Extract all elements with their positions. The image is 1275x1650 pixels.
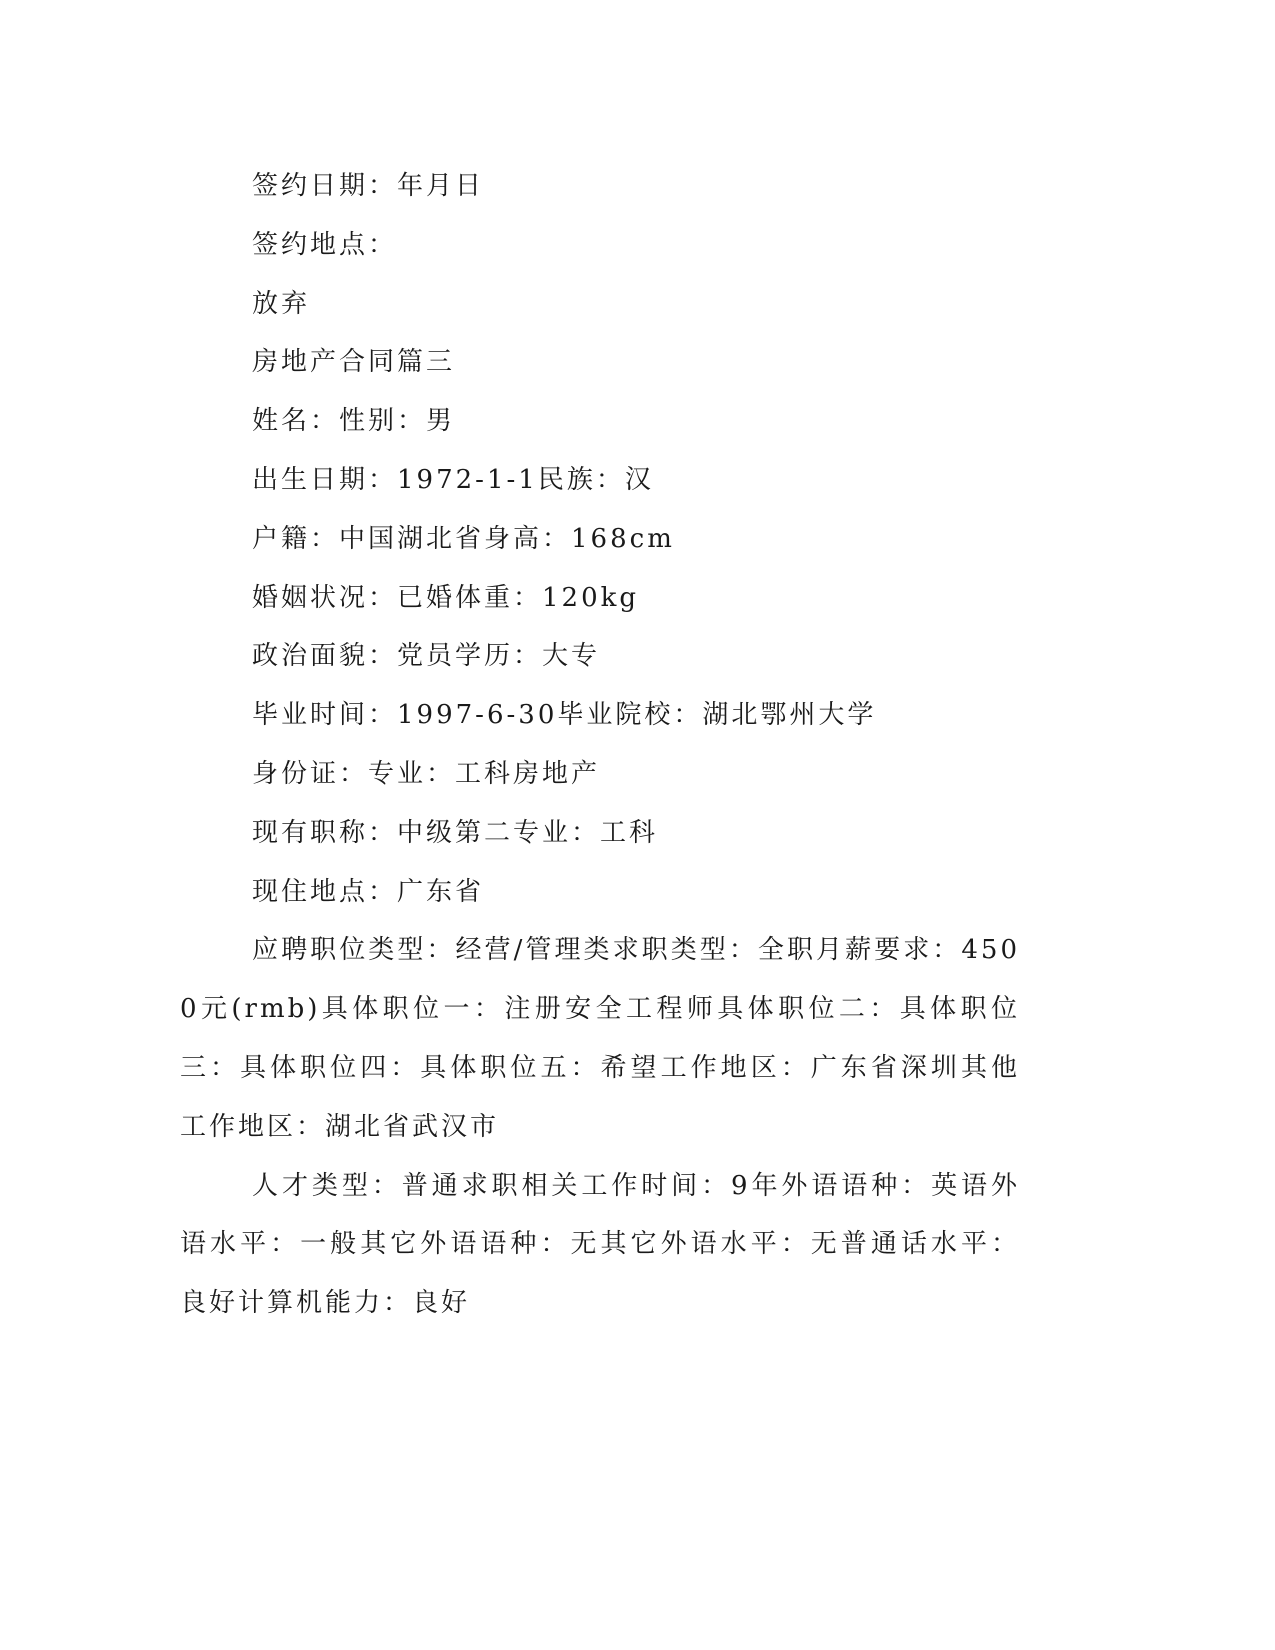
section-title: 房地产合同篇三: [252, 347, 456, 378]
political-education-line: 政治面貌：党员学历：大专: [252, 641, 601, 672]
waiver-line: 放弃: [252, 288, 311, 319]
hometown-height-line: 户籍：中国湖北省身高：168cm: [252, 523, 675, 554]
id-major-line: 身份证：专业：工科房地产: [252, 758, 601, 789]
signing-place-line: 签约地点：: [252, 229, 398, 260]
job-application-paragraph: 应聘职位类型：经营/管理类求职类型：全职月薪要求：4500元(rmb)具体职位一：注册安全工程师具体职位二：具体职位三：具体职位四：具体职位五：希望工作地区：广东省深圳其他工作地区：湖北省武汉市: [180, 935, 1020, 1142]
talent-skills-paragraph: 人才类型：普通求职相关工作时间：9年外语语种：英语外语水平：一般其它外语语种：无其它外语水平：无普通话水平：良好计算机能力：良好: [180, 1170, 1020, 1319]
title-second-major-line: 现有职称：中级第二专业：工科: [252, 817, 659, 848]
birthdate-ethnicity-line: 出生日期：1972-1-1民族：汉: [252, 464, 654, 495]
name-gender-line: 姓名：性别：男: [252, 406, 456, 437]
graduation-line: 毕业时间：1997-6-30毕业院校：湖北鄂州大学: [252, 700, 877, 731]
signing-date-line: 签约日期：年月日: [252, 171, 485, 201]
marital-weight-line: 婚姻状况：已婚体重：120kg: [252, 582, 640, 613]
document-body: [180, 157, 1020, 1333]
current-location-line: 现住地点：广东省: [252, 876, 485, 907]
